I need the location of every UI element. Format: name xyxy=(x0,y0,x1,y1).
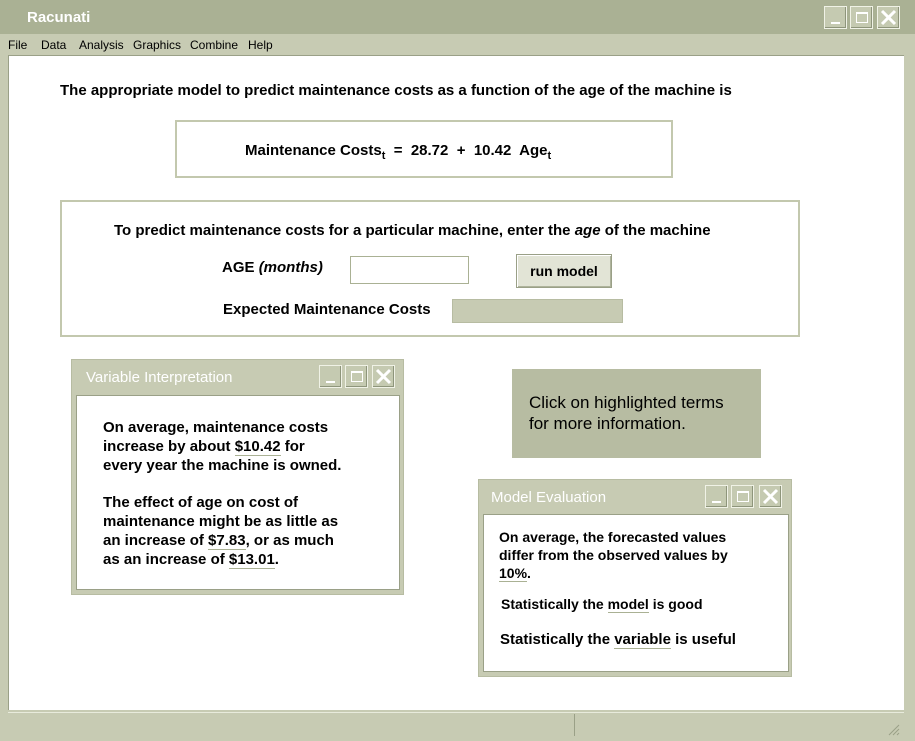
expected-costs-output xyxy=(452,299,623,323)
close-icon xyxy=(373,366,394,387)
expected-costs-label: Expected Maintenance Costs xyxy=(223,301,431,318)
instruction-emphasis: age xyxy=(574,222,601,239)
maximize-icon xyxy=(351,371,363,382)
model-equation xyxy=(245,142,552,162)
menu-combine[interactable]: Combine xyxy=(190,38,239,52)
interp-text: as an increase of xyxy=(103,551,229,568)
variable-interpretation-title: Variable Interpretation xyxy=(86,369,233,386)
equation-lhs-subscript: t xyxy=(381,150,386,162)
age-label-text: AGE xyxy=(222,259,255,276)
maximize-button[interactable] xyxy=(850,6,873,29)
panel-close-button[interactable] xyxy=(759,485,782,508)
close-icon xyxy=(878,7,899,28)
menu-graphics[interactable]: Graphics xyxy=(133,38,182,52)
maximize-icon xyxy=(737,491,749,502)
mape-link[interactable]: 10% xyxy=(499,565,528,581)
equation-equals: = xyxy=(393,142,403,159)
eval-text: is useful xyxy=(670,631,736,648)
equation-variable: Age xyxy=(519,142,548,159)
interp-line: every year the machine is owned. xyxy=(103,457,342,474)
run-model-button[interactable]: run model xyxy=(516,254,612,288)
minimize-button[interactable] xyxy=(824,6,847,29)
model-intro-text: The appropriate model to predict maintenance costs as a function of the age of the machine is xyxy=(60,82,732,99)
instruction-text-end: of the machine xyxy=(600,222,711,239)
menu-file[interactable]: File xyxy=(8,38,28,52)
interp-line xyxy=(103,550,338,569)
minimize-icon xyxy=(831,22,840,24)
slope-link[interactable]: $10.42 xyxy=(234,438,281,455)
equation-intercept: 28.72 xyxy=(410,142,449,159)
variable-usefulness-text xyxy=(500,630,736,649)
hint-line: Click on highlighted terms xyxy=(529,393,724,412)
interpretation-paragraph-2 xyxy=(103,493,338,569)
hint-line: for more information. xyxy=(529,414,686,433)
menu-data[interactable]: Data xyxy=(41,38,67,52)
eval-text: Statistically the xyxy=(501,596,608,612)
variable-link[interactable]: variable xyxy=(614,631,671,648)
interp-line xyxy=(103,437,341,456)
eval-text: is good xyxy=(648,596,703,612)
menu-help[interactable]: Help xyxy=(248,38,273,52)
minimize-icon xyxy=(712,501,721,503)
panel-maximize-button[interactable] xyxy=(731,485,754,508)
interp-text: increase by about xyxy=(103,438,235,455)
model-evaluation-title: Model Evaluation xyxy=(491,489,607,506)
status-bar xyxy=(8,712,904,738)
eval-line: On average, the forecasted values xyxy=(499,529,727,545)
eval-line: differ from the observed values by xyxy=(499,547,728,563)
interp-line xyxy=(103,531,338,550)
panel-minimize-button[interactable] xyxy=(705,485,728,508)
upper-bound-link[interactable]: $13.01 xyxy=(228,551,275,568)
app-title: Racunati xyxy=(27,9,91,26)
interp-line: maintenance might be as little as xyxy=(103,513,339,530)
equation-slope: 10.42 xyxy=(473,142,512,159)
panel-minimize-button[interactable] xyxy=(319,365,342,388)
equation-plus: + xyxy=(456,142,466,159)
hint-text xyxy=(529,392,724,434)
status-divider xyxy=(574,714,575,736)
panel-maximize-button[interactable] xyxy=(345,365,368,388)
interp-line: The effect of age on cost of xyxy=(103,494,299,511)
equation-variable-subscript: t xyxy=(547,150,552,162)
interp-text: , or as much xyxy=(245,532,334,549)
equation-lhs: Maintenance Costs xyxy=(245,142,382,159)
panel-close-button[interactable] xyxy=(372,365,395,388)
eval-line xyxy=(499,564,728,582)
interpretation-paragraph-1 xyxy=(103,418,341,475)
age-label xyxy=(222,259,323,276)
minimize-icon xyxy=(326,381,335,383)
forecast-accuracy-text xyxy=(499,528,728,582)
model-quality-text xyxy=(501,595,703,614)
interp-text: . xyxy=(274,551,279,568)
maximize-icon xyxy=(856,12,868,23)
model-link[interactable]: model xyxy=(607,596,649,612)
interp-text: an increase of xyxy=(103,532,209,549)
title-bar xyxy=(0,0,915,34)
instruction-text: To predict maintenance costs for a particular machine, enter the xyxy=(114,222,575,239)
interp-text: for xyxy=(280,438,305,455)
eval-text: . xyxy=(527,565,531,581)
close-icon xyxy=(760,486,781,507)
age-unit: (months) xyxy=(258,259,323,276)
close-button[interactable] xyxy=(877,6,900,29)
menu-analysis[interactable]: Analysis xyxy=(79,38,124,52)
interp-line: On average, maintenance costs xyxy=(103,419,329,436)
resize-grip-icon[interactable] xyxy=(886,722,900,736)
age-input[interactable] xyxy=(350,256,469,284)
prediction-instruction xyxy=(114,222,711,239)
eval-text: Statistically the xyxy=(500,631,615,648)
lower-bound-link[interactable]: $7.83 xyxy=(208,532,246,549)
